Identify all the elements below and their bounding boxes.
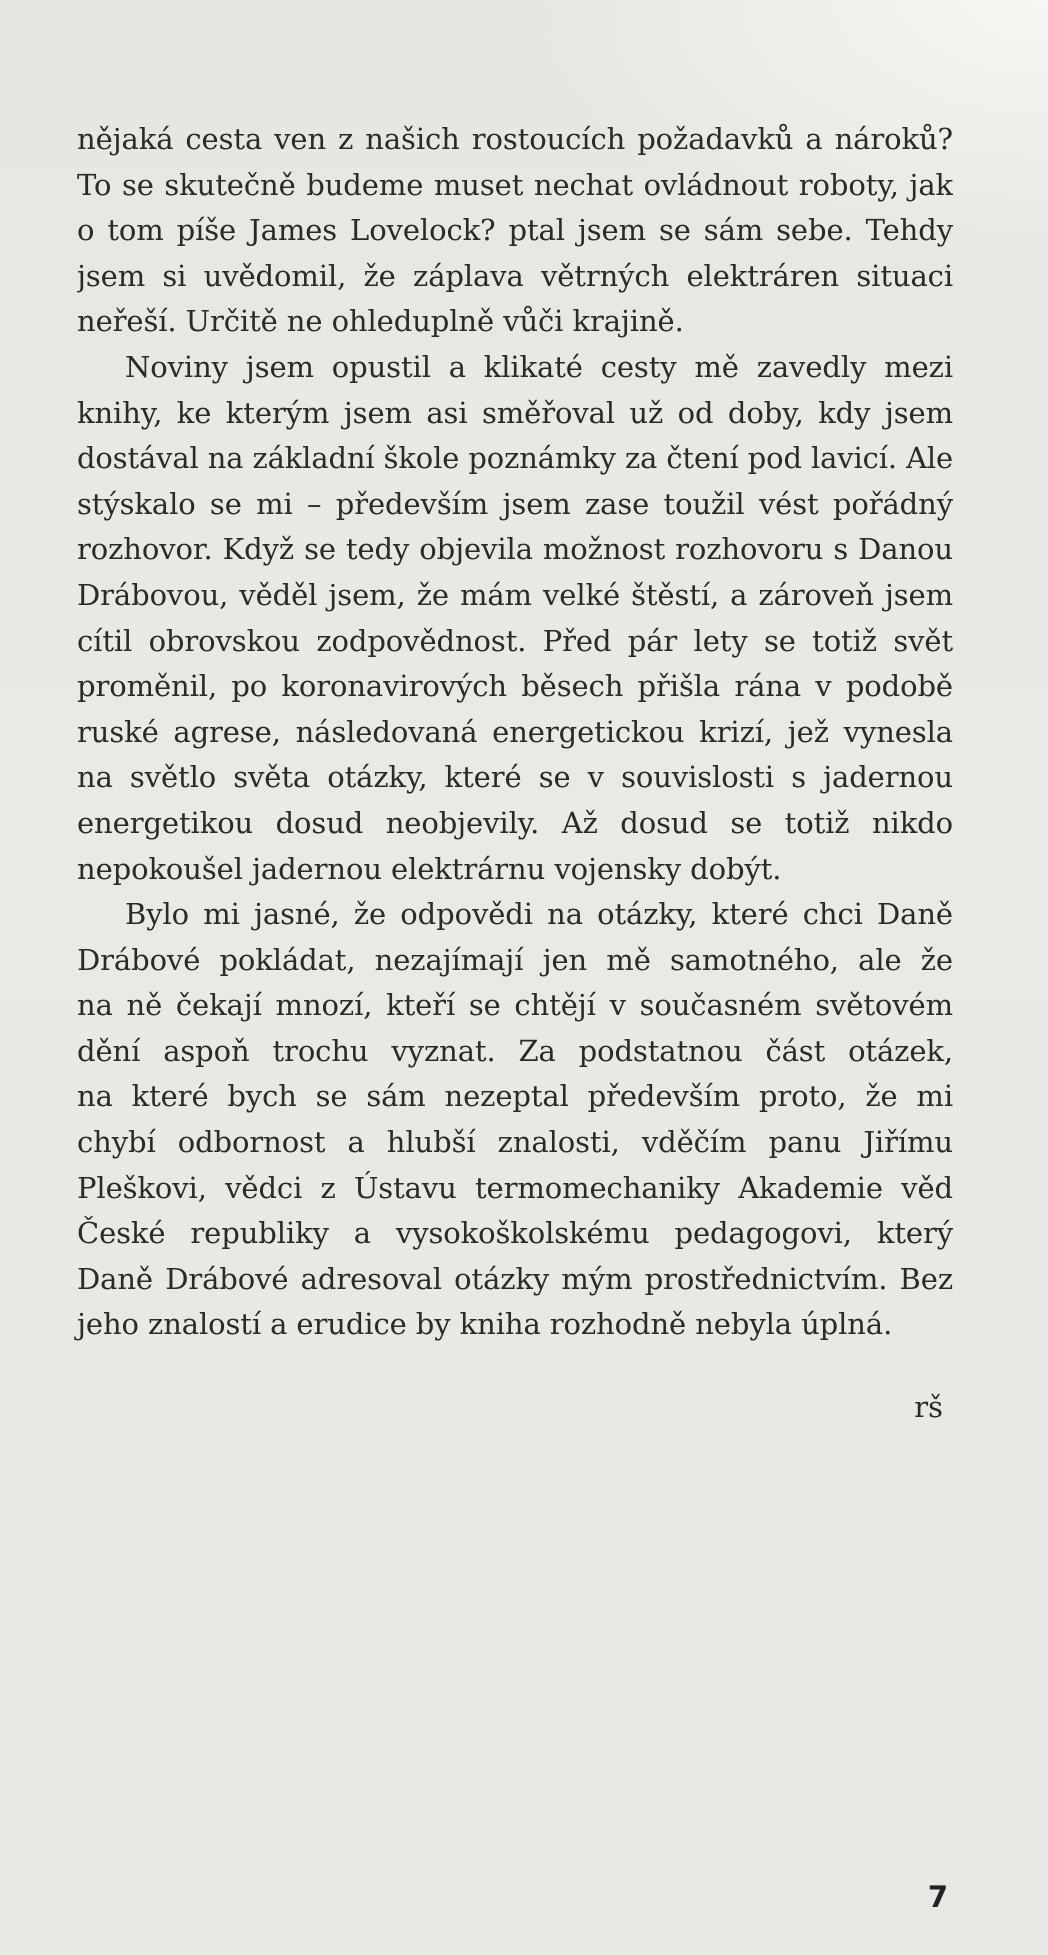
text-line: o tom píše James Lovelock? ptal jsem se sám sebe. Tehdy	[77, 213, 953, 248]
text-line: Bylo mi jasné, že odpovědi na otázky, které chci Daně	[125, 897, 953, 932]
page-number: 7	[927, 1880, 948, 1914]
text-line: dostával na základní škole poznámky za čtení pod lavicí. Ale	[77, 441, 953, 476]
text-line: na světlo světa otázky, které se v souvislosti s jadernou	[77, 760, 953, 795]
text-line: cítil obrovskou zodpovědnost. Před pár lety se totiž svět	[77, 623, 953, 658]
text-line: Noviny jsem opustil a klikaté cesty mě zavedly mezi	[125, 349, 953, 384]
text-line: To se skutečně budeme muset nechat ovládnout roboty, jak	[77, 167, 953, 202]
text-line: chybí odbornost a hlubší znalosti, vděčím panu Jiřímu	[77, 1125, 953, 1160]
text-line: jeho znalostí a erudice by kniha rozhodně nebyla úplná.	[77, 1307, 893, 1342]
text-line: na ně čekají mnozí, kteří se chtějí v současném světovém	[77, 988, 953, 1023]
text-line: na které bych se sám nezeptal především proto, že mi	[77, 1079, 953, 1114]
text-line: proměnil, po koronavirových běsech přišla rána v podobě	[77, 669, 953, 704]
text-line: stýskalo se mi – především jsem zase toužil vést pořádný	[77, 486, 953, 521]
text-line: Drábové pokládat, nezajímají jen mě samotného, ale že	[77, 942, 953, 977]
body-text	[77, 117, 953, 1348]
text-line: neřeší. Určitě ne ohleduplně vůči krajině.	[77, 304, 684, 339]
text-line: ruské agrese, následovaná energetickou krizí, jež vynesla	[77, 714, 953, 749]
text-line: energetikou dosud neobjevily. Až dosud se totiž nikdo	[77, 805, 953, 840]
text-line: knihy, ke kterým jsem asi směřoval už od doby, kdy jsem	[77, 395, 953, 430]
text-line: dění aspoň trochu vyznat. Za podstatnou část otázek,	[77, 1033, 953, 1068]
text-line: nepokoušel jadernou elektrárnu vojensky dobýt.	[77, 851, 782, 886]
text-line: jsem si uvědomil, že záplava větrných elektráren situaci	[77, 258, 953, 293]
text-line: rozhovor. Když se tedy objevila možnost rozhovoru s Danou	[77, 532, 953, 567]
text-line: nějaká cesta ven z našich rostoucích požadavků a nároků?	[77, 122, 953, 156]
text-line: Pleškovi, vědci z Ústavu termomechaniky Akademie věd	[77, 1170, 953, 1205]
text-line: Daně Drábové adresoval otázky mým prostřednictvím. Bez	[77, 1261, 953, 1296]
author-signature: rš	[914, 1390, 943, 1424]
text-line: České republiky a vysokoškolskému pedagogovi, který	[77, 1216, 953, 1251]
text-line: Drábovou, věděl jsem, že mám velké štěstí, a zároveň jsem	[77, 577, 953, 612]
